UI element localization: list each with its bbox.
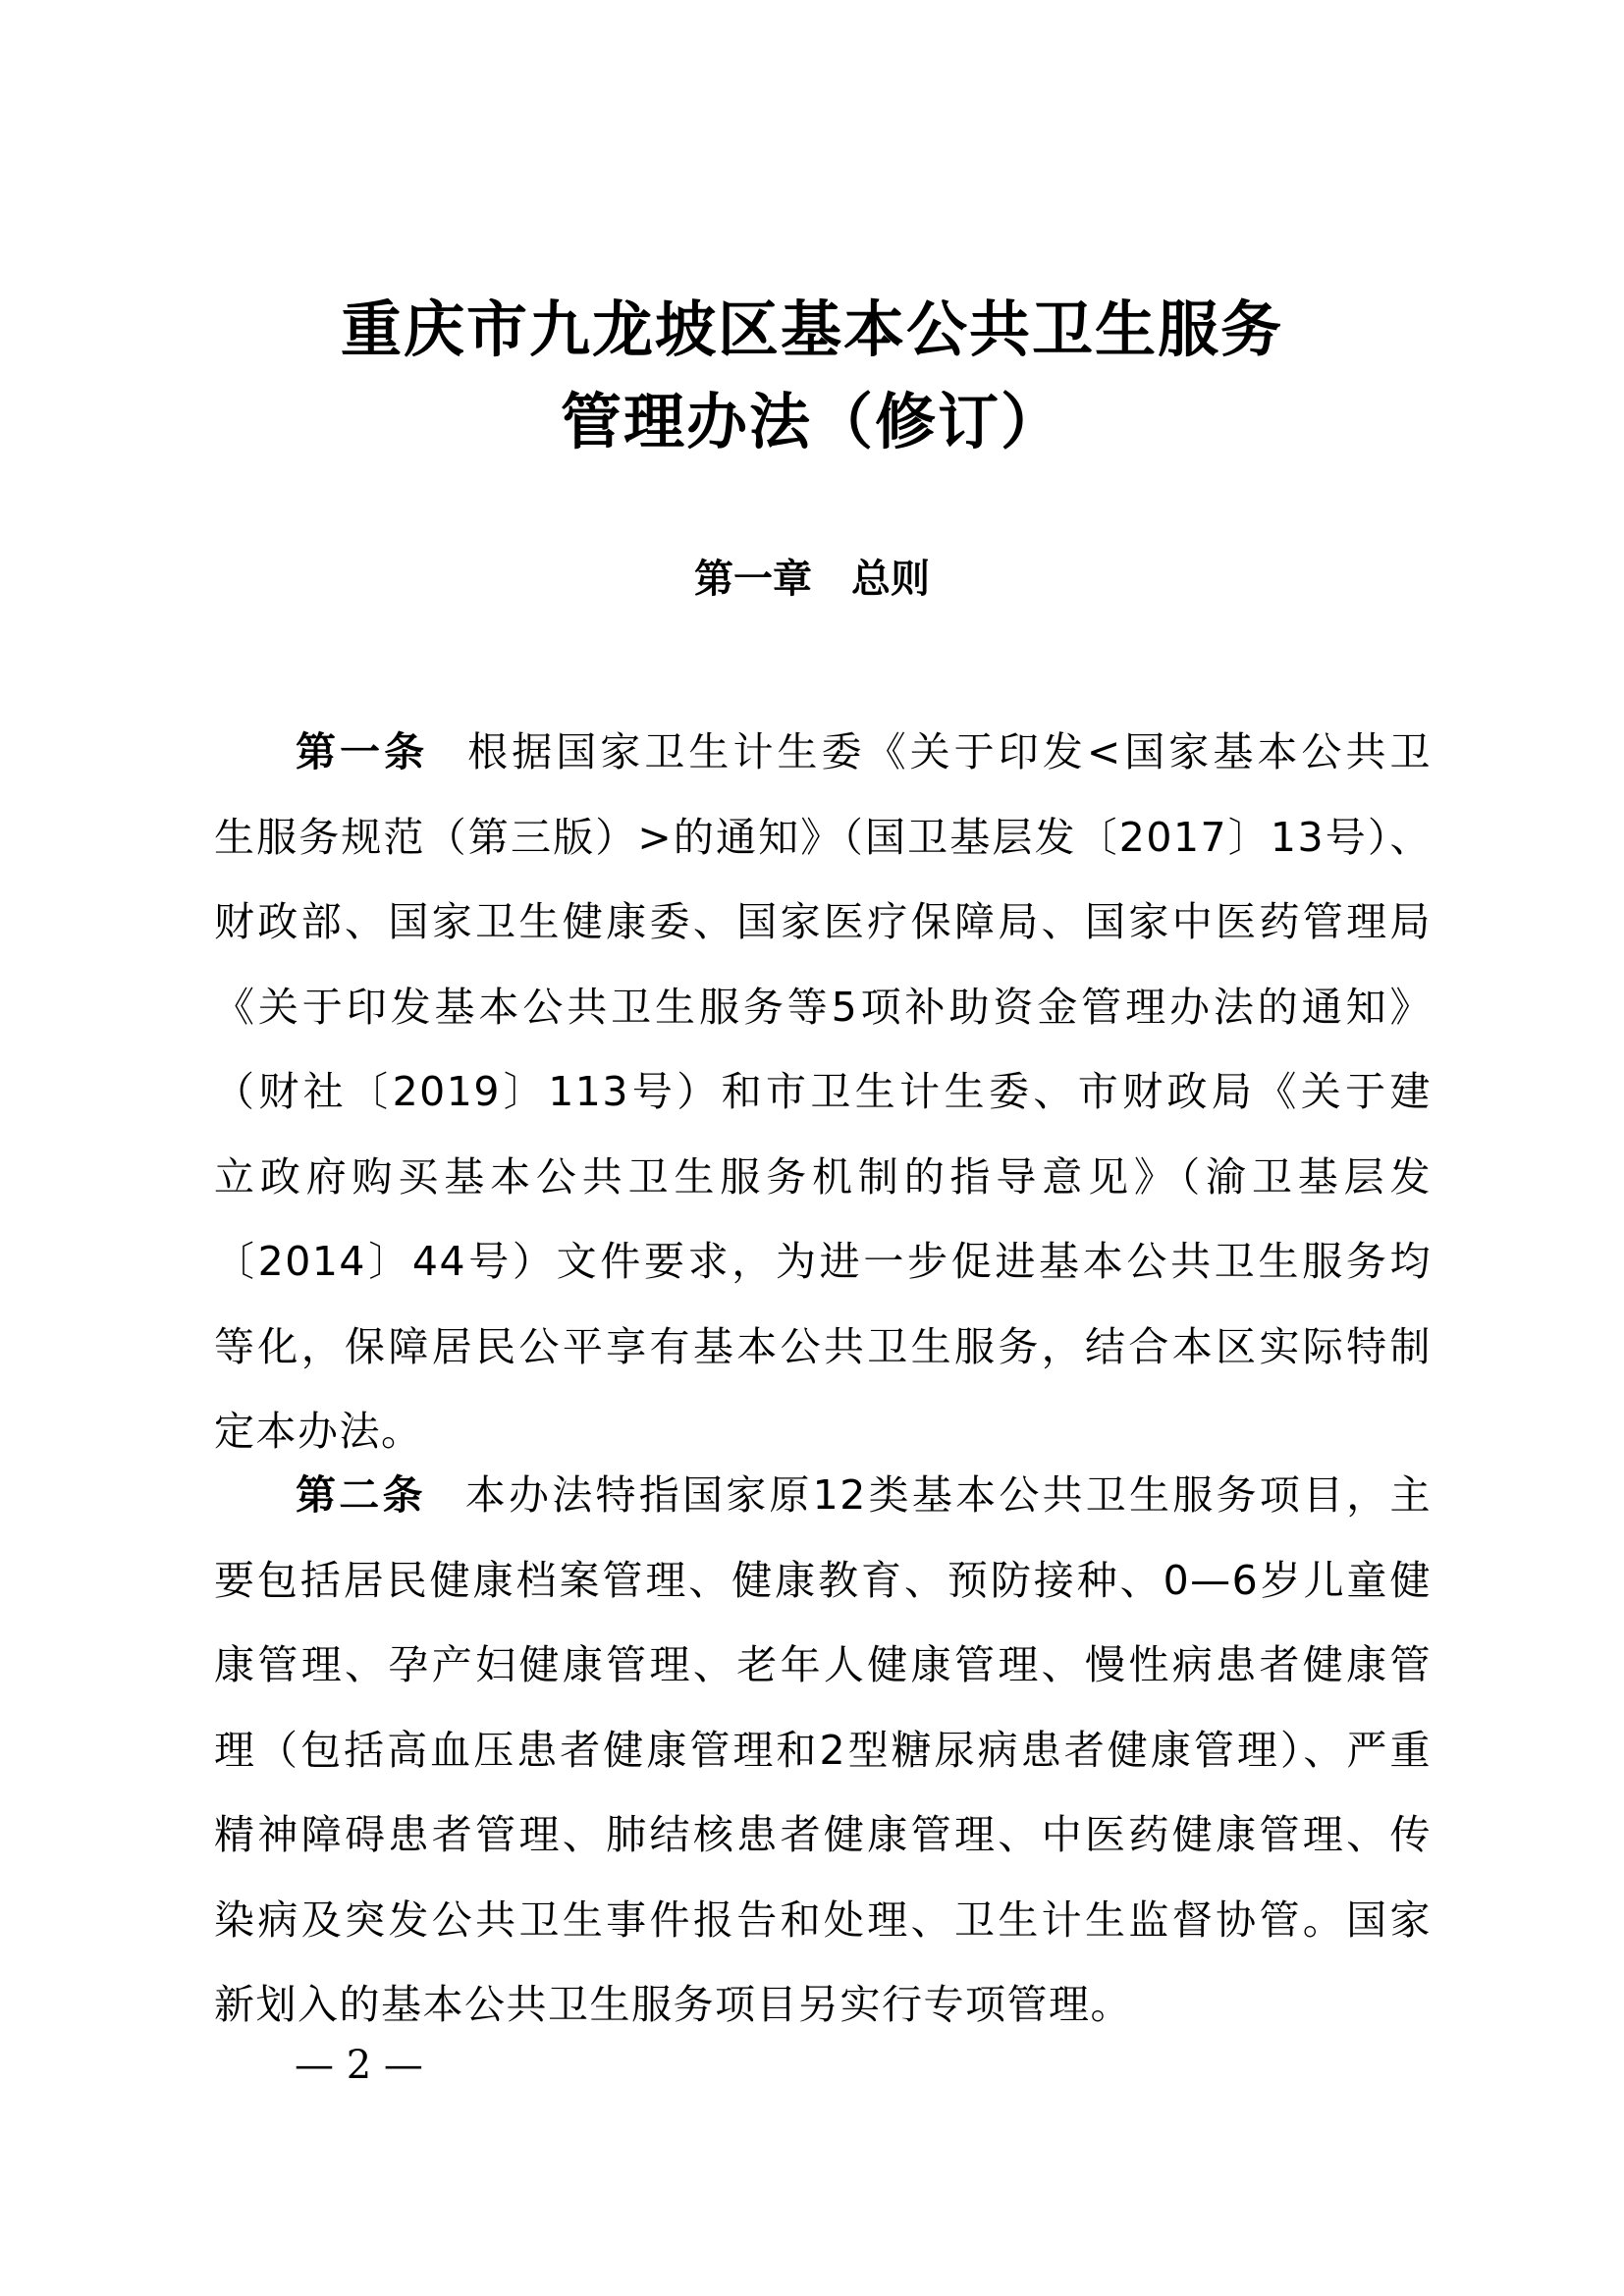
article-2 bbox=[214, 1453, 1432, 2048]
article-line bbox=[214, 1453, 1432, 1538]
document-title-line-1: 重庆市九龙坡区基本公共卫生服务 bbox=[340, 294, 1283, 365]
article-line: 《关于印发基本公共卫生服务等5项补助资金管理办法的通知》 bbox=[214, 983, 1432, 1031]
article-line: 立政府购买基本公共卫生服务机制的指导意见》（渝卫基层发 bbox=[214, 1152, 1432, 1201]
chapter-heading: 第一章 总则 bbox=[694, 557, 930, 602]
article-label: 第一条 bbox=[296, 728, 429, 775]
article-line: 财政部、国家卫生健康委、国家医疗保障局、国家中医药管理局 bbox=[214, 898, 1432, 945]
article-line: 精神障碍患者管理、肺结核患者健康管理、中医药健康管理、传 bbox=[214, 1811, 1432, 1858]
article-1 bbox=[214, 710, 1432, 1474]
article-line: 康管理、孕产妇健康管理、老年人健康管理、慢性病患者健康管 bbox=[214, 1641, 1432, 1688]
document-title-line-2: 管理办法（修订） bbox=[560, 386, 1063, 457]
article-line: 定本办法。 bbox=[214, 1408, 423, 1455]
article-line: 要包括居民健康档案管理、健康教育、预防接种、0—6岁儿童健 bbox=[214, 1556, 1432, 1604]
article-text: 本办法特指国家原12类基本公共卫生服务项目，主 bbox=[464, 1471, 1433, 1519]
page-number: — 2 — bbox=[295, 2043, 423, 2088]
article-line: 〔2014〕44号）文件要求，为进一步促进基本公共卫生服务均 bbox=[214, 1238, 1432, 1285]
article-line: 新划入的基本公共卫生服务项目另实行专项管理。 bbox=[214, 1981, 1132, 2028]
article-text: 根据国家卫生计生委《关于印发<国家基本公共卫 bbox=[467, 728, 1433, 775]
article-line bbox=[214, 710, 1432, 795]
article-line: 染病及突发公共卫生事件报告和处理、卫生计生监督协管。国家 bbox=[214, 1896, 1432, 1944]
article-line: （财社〔2019〕113号）和市卫生计生委、市财政局《关于建 bbox=[214, 1068, 1432, 1115]
article-line: 生服务规范（第三版）>的通知》（国卫基层发〔2017〕13号）、 bbox=[214, 813, 1432, 861]
article-line: 理（包括高血压患者健康管理和2型糖尿病患者健康管理）、严重 bbox=[214, 1726, 1432, 1774]
article-line: 等化，保障居民公平享有基本公共卫生服务，结合本区实际特制 bbox=[214, 1322, 1432, 1370]
article-label: 第二条 bbox=[296, 1471, 426, 1519]
